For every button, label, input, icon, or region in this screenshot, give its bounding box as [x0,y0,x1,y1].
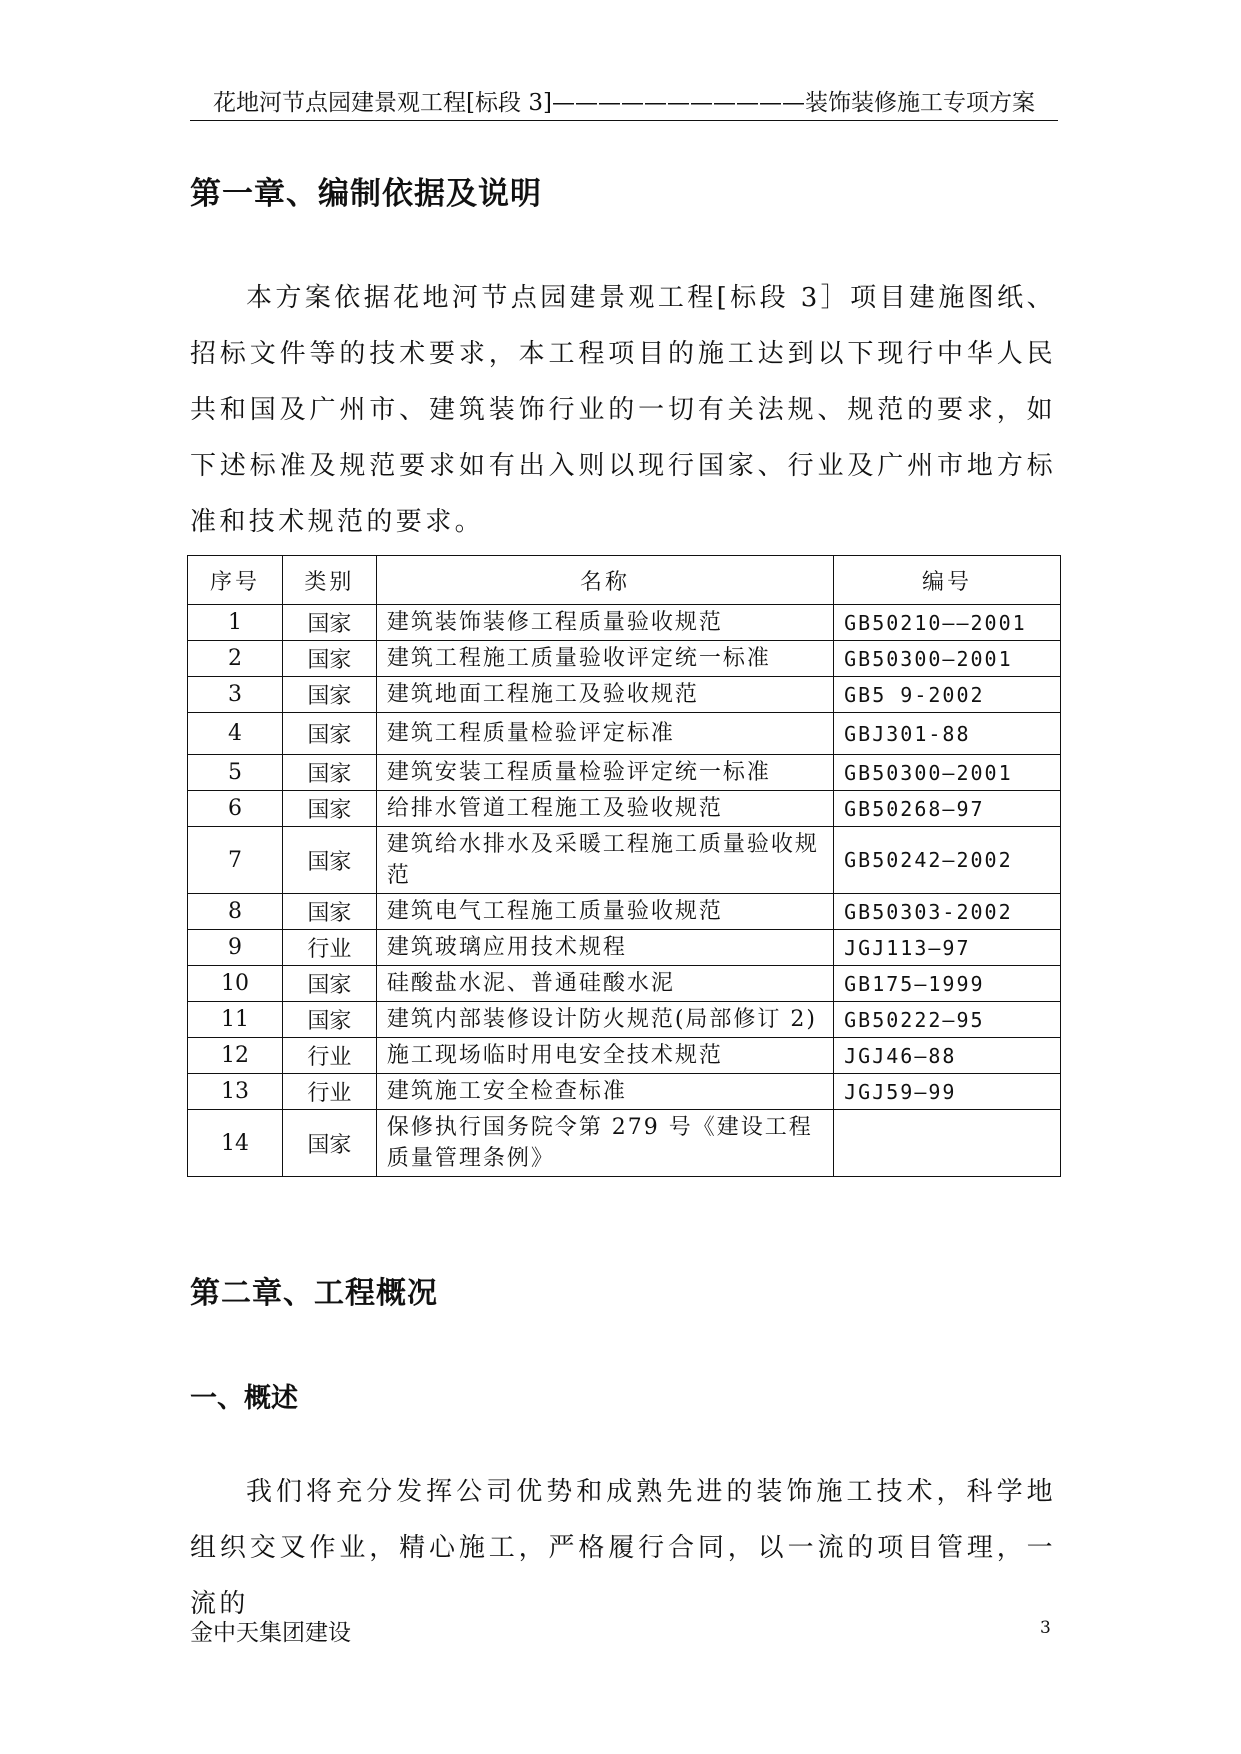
row-number: 6 [188,791,283,827]
row-type: 国家 [282,713,376,755]
row-name: 建筑玻璃应用技术规程 [376,930,833,966]
chapter-1-paragraph: 本方案依据花地河节点园建景观工程[标段 3］项目建施图纸、招标文件等的技术要求，本工程项目的施工达到以下现行中华人民共和国及广州市、建筑装饰行业的一切有关法规、规范的要求，如下述标准及规范要求如有出入则以现行国家、行业及广州市地方标准和技术规范的要求。 [190,283,1056,537]
row-type: 行业 [282,930,376,966]
row-code: GB50222—95 [834,1002,1061,1038]
row-type: 国家 [282,791,376,827]
header-type: 类别 [282,556,376,605]
row-number: 2 [188,641,283,677]
table-row [188,677,1061,713]
row-type: 国家 [282,827,376,894]
standards-table [187,555,1061,1177]
row-number: 3 [188,677,283,713]
chapter-2-paragraph: 我们将充分发挥公司优势和成熟先进的装饰施工技术，科学地组织交叉作业，精心施工，严格履行合同，以一流的项目管理，一流的 [190,1477,1056,1619]
table-row [188,1002,1061,1038]
row-name: 建筑工程质量检验评定标准 [376,713,833,755]
row-number: 10 [188,966,283,1002]
row-name: 建筑装饰装修工程质量验收规范 [376,605,833,641]
row-name: 建筑内部装修设计防火规范(局部修订 2) [376,1002,833,1038]
table-row [188,1074,1061,1110]
row-code: GB50300—2001 [834,755,1061,791]
row-number: 4 [188,713,283,755]
row-code: GB50242—2002 [834,827,1061,894]
row-name: 给排水管道工程施工及验收规范 [376,791,833,827]
table-row [188,966,1061,1002]
page-header: 花地河节点园建景观工程[标段 3]———————————装饰装修施工专项方案 [190,88,1058,121]
row-code: GB175—1999 [834,966,1061,1002]
row-name: 保修执行国务院令第 279 号《建设工程质量管理条例》 [376,1110,833,1177]
row-name: 建筑给水排水及采暖工程施工质量验收规范 [376,827,833,894]
row-type: 国家 [282,1110,376,1177]
table-row [188,894,1061,930]
row-type: 行业 [282,1074,376,1110]
row-number: 5 [188,755,283,791]
header-no: 序号 [188,556,283,605]
table-row [188,713,1061,755]
row-code: GBJ301-88 [834,713,1061,755]
row-number: 13 [188,1074,283,1110]
row-code: GB50268—97 [834,791,1061,827]
row-type: 国家 [282,755,376,791]
row-type: 国家 [282,677,376,713]
row-number: 1 [188,605,283,641]
table-header-row [188,556,1061,605]
header-name: 名称 [376,556,833,605]
row-name: 硅酸盐水泥、普通硅酸水泥 [376,966,833,1002]
row-code: GB50300—2001 [834,641,1061,677]
row-number: 14 [188,1110,283,1177]
row-type: 国家 [282,1002,376,1038]
row-type: 行业 [282,1038,376,1074]
row-name: 建筑电气工程施工质量验收规范 [376,894,833,930]
row-code: JGJ113—97 [834,930,1061,966]
row-code: JGJ59—99 [834,1074,1061,1110]
row-code: GB50210——2001 [834,605,1061,641]
row-name: 建筑施工安全检查标准 [376,1074,833,1110]
row-number: 8 [188,894,283,930]
row-number: 9 [188,930,283,966]
chapter-2-title: 第二章、工程概况 [190,1276,438,1311]
table-row [188,1038,1061,1074]
row-number: 11 [188,1002,283,1038]
table-row [188,1110,1061,1177]
row-name: 建筑安装工程质量检验评定统一标准 [376,755,833,791]
row-type: 国家 [282,894,376,930]
row-name: 建筑工程施工质量验收评定统一标准 [376,641,833,677]
row-number: 12 [188,1038,283,1074]
row-name: 建筑地面工程施工及验收规范 [376,677,833,713]
row-code [834,1110,1061,1177]
table-row [188,827,1061,894]
table-row [188,791,1061,827]
row-type: 国家 [282,605,376,641]
row-number: 7 [188,827,283,894]
footer-company: 金中天集团建设 [190,1620,351,1646]
row-type: 国家 [282,641,376,677]
section-1-title: 一、概述 [190,1383,298,1414]
chapter-1-title: 第一章、编制依据及说明 [190,176,542,212]
row-code: GB50303-2002 [834,894,1061,930]
row-type: 国家 [282,966,376,1002]
table-row [188,930,1061,966]
table-row [188,755,1061,791]
page-number: 3 [1040,1618,1051,1638]
table-row [188,605,1061,641]
row-code: JGJ46—88 [834,1038,1061,1074]
row-code: GB5 9-2002 [834,677,1061,713]
table-row [188,641,1061,677]
header-code: 编号 [834,556,1061,605]
row-name: 施工现场临时用电安全技术规范 [376,1038,833,1074]
